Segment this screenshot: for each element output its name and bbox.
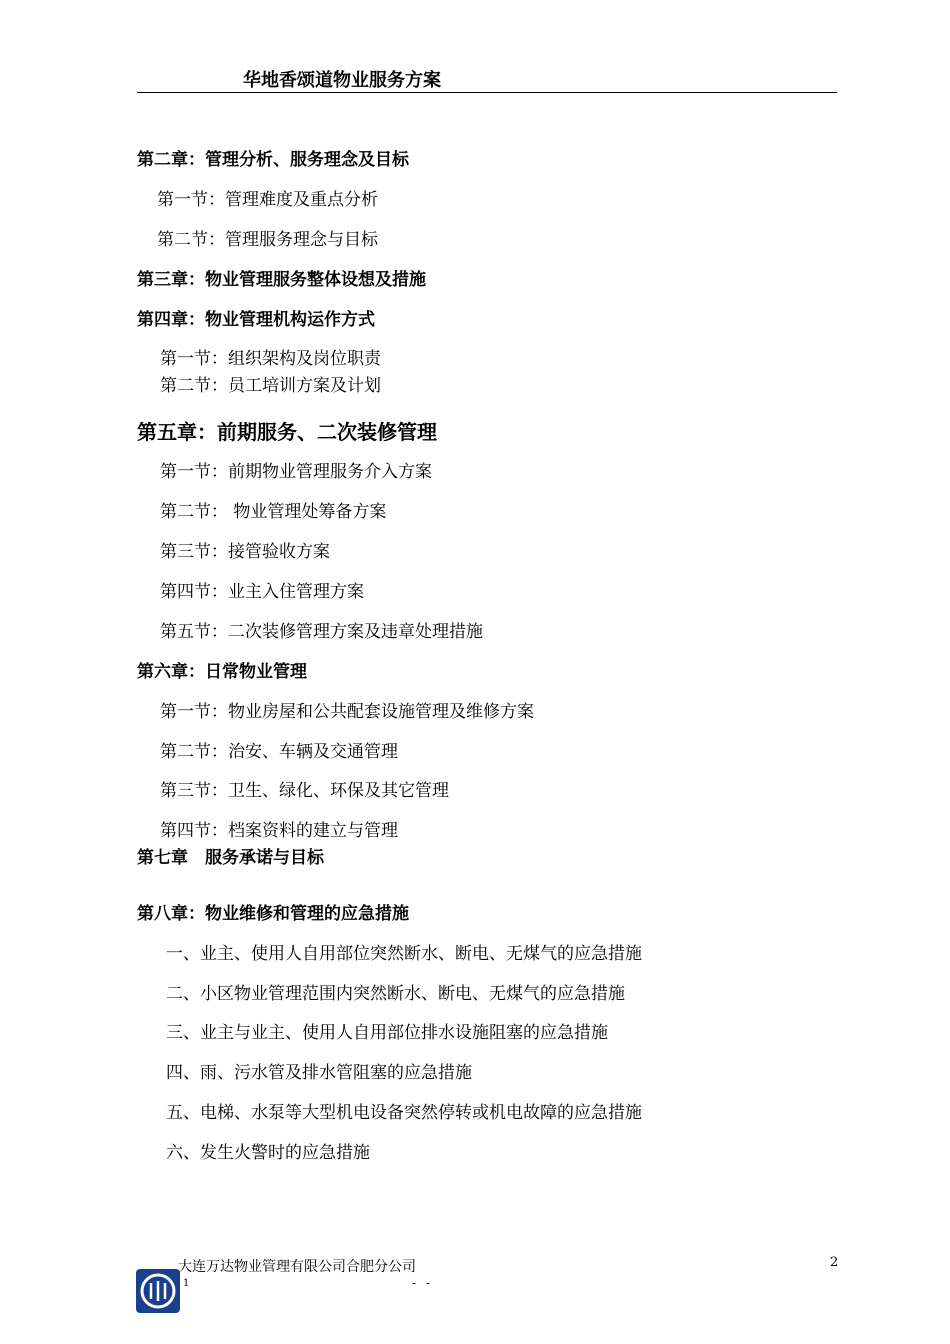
- toc-section-4-1[interactable]: 第一节：组织架构及岗位职责: [160, 349, 381, 369]
- wanda-logo-icon: [136, 1269, 180, 1313]
- toc-item-8-4[interactable]: 四、雨、污水管及排水管阻塞的应急措施: [166, 1063, 472, 1083]
- toc-section-5-2[interactable]: 第二节： 物业管理处筹备方案: [160, 502, 387, 522]
- toc-section-5-1[interactable]: 第一节：前期物业管理服务介入方案: [160, 462, 432, 482]
- toc-section-6-3[interactable]: 第三节：卫生、绿化、环保及其它管理: [160, 781, 449, 801]
- toc-section-5-5[interactable]: 第五节：二次装修管理方案及违章处理措施: [160, 622, 483, 642]
- footer-dashes: - -: [412, 1276, 433, 1290]
- footer-company: 大连万达物业管理有限公司合肥分公司: [178, 1259, 416, 1275]
- toc-chapter-2[interactable]: 第二章：管理分析、服务理念及目标: [137, 150, 409, 170]
- toc-section-5-3[interactable]: 第三节：接管验收方案: [160, 542, 330, 562]
- toc-chapter-8[interactable]: 第八章：物业维修和管理的应急措施: [137, 904, 409, 924]
- toc-item-8-6[interactable]: 六、发生火警时的应急措施: [166, 1143, 370, 1163]
- toc-chapter-7[interactable]: 第七章 服务承诺与目标: [137, 848, 324, 868]
- toc-section-6-1[interactable]: 第一节：物业房屋和公共配套设施管理及维修方案: [160, 702, 534, 722]
- page-number: 2: [830, 1255, 839, 1270]
- toc-chapter-6[interactable]: 第六章：日常物业管理: [137, 662, 307, 682]
- toc-chapter-4[interactable]: 第四章：物业管理机构运作方式: [137, 310, 375, 330]
- toc-item-8-1[interactable]: 一、业主、使用人自用部位突然断水、断电、无煤气的应急措施: [166, 944, 642, 964]
- toc-chapter-3[interactable]: 第三章：物业管理服务整体设想及措施: [137, 270, 426, 290]
- toc-section-5-4[interactable]: 第四节：业主入住管理方案: [160, 582, 364, 602]
- toc-section-6-4[interactable]: 第四节：档案资料的建立与管理: [160, 821, 398, 841]
- toc-section-4-2[interactable]: 第二节：员工培训方案及计划: [160, 376, 381, 396]
- toc-section-2-2[interactable]: 第二节：管理服务理念与目标: [157, 230, 378, 250]
- header-divider: [137, 92, 837, 93]
- page-header-title: 华地香颂道物业服务方案: [243, 70, 441, 91]
- footer-mark: 1: [183, 1278, 190, 1289]
- toc-item-8-5[interactable]: 五、电梯、水泵等大型机电设备突然停转或机电故障的应急措施: [166, 1103, 642, 1123]
- toc-item-8-3[interactable]: 三、业主与业主、使用人自用部位排水设施阻塞的应急措施: [166, 1023, 608, 1043]
- toc-section-6-2[interactable]: 第二节：治安、车辆及交通管理: [160, 742, 398, 762]
- toc-item-8-2[interactable]: 二、小区物业管理范围内突然断水、断电、无煤气的应急措施: [166, 984, 625, 1004]
- toc-section-2-1[interactable]: 第一节：管理难度及重点分析: [157, 190, 378, 210]
- toc-chapter-5[interactable]: 第五章：前期服务、二次装修管理: [137, 420, 437, 444]
